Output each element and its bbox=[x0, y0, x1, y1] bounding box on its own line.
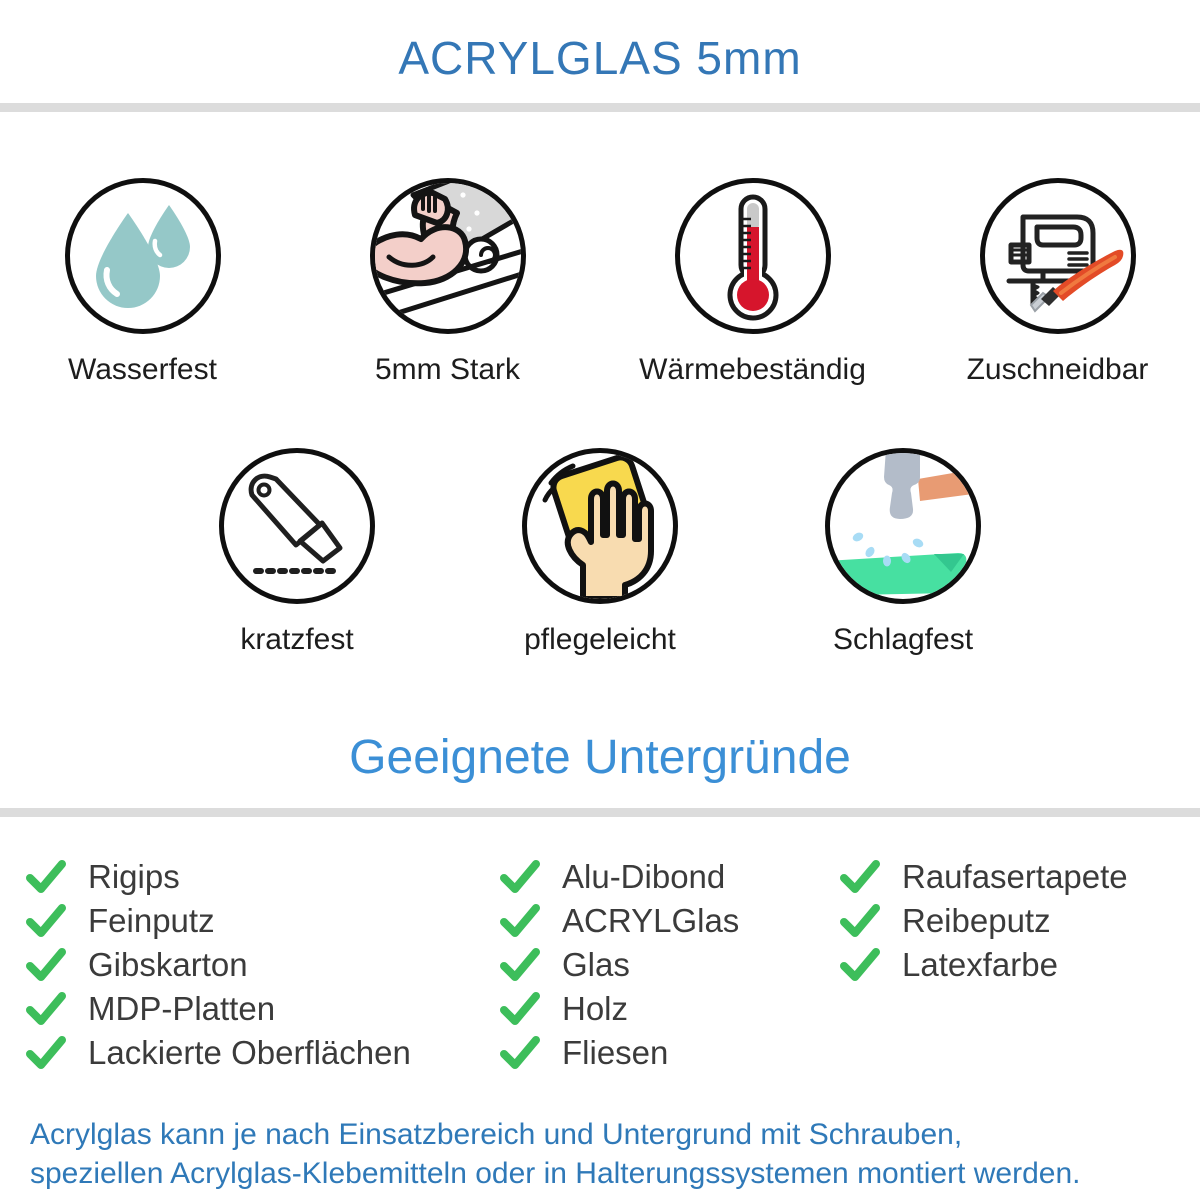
check-icon bbox=[840, 860, 880, 894]
list-item bbox=[840, 903, 1200, 938]
feature-wasserfest bbox=[65, 178, 221, 388]
feature-waermebestaendig bbox=[639, 178, 866, 388]
check-icon bbox=[500, 860, 540, 894]
check-icon bbox=[500, 904, 540, 938]
surface-label: Holz bbox=[562, 989, 629, 1027]
list-item bbox=[500, 1035, 840, 1070]
list-item bbox=[500, 947, 840, 982]
check-icon bbox=[840, 904, 880, 938]
check-icon bbox=[26, 904, 66, 938]
surface-label: MDP-Platten bbox=[88, 989, 276, 1027]
feature-kratzfest bbox=[219, 448, 375, 658]
footer-line-1: Acrylglas kann je nach Einsatzbereich und Untergrund mit Schrauben, bbox=[30, 1118, 963, 1151]
feature-label: Wasserfest bbox=[68, 353, 217, 386]
surface-label: Feinputz bbox=[88, 901, 215, 939]
surface-label: Latexfarbe bbox=[902, 945, 1058, 983]
feature-pflegeleicht bbox=[522, 448, 678, 658]
feature-label: kratzfest bbox=[240, 623, 354, 656]
wiping-hand-icon bbox=[522, 448, 678, 604]
jigsaw-knife-icon bbox=[980, 178, 1136, 334]
surface-label: Fliesen bbox=[562, 1033, 669, 1071]
list-item bbox=[840, 859, 1200, 894]
utility-knife-icon bbox=[219, 448, 375, 604]
feature-row-1 bbox=[0, 178, 1200, 388]
list-item bbox=[500, 859, 840, 894]
surface-label: Glas bbox=[562, 945, 630, 983]
feature-label: 5mm Stark bbox=[374, 353, 521, 386]
surfaces-column-1 bbox=[26, 859, 500, 1079]
list-item bbox=[500, 903, 840, 938]
list-item bbox=[840, 947, 1200, 982]
feature-row-2 bbox=[0, 448, 1200, 658]
surface-label: Lackierte Oberflächen bbox=[88, 1033, 411, 1071]
surface-label: ACRYLGlas bbox=[562, 901, 740, 939]
page-title: ACRYLGLAS 5mm bbox=[398, 32, 802, 84]
check-icon bbox=[26, 992, 66, 1026]
feature-schlagfest bbox=[825, 448, 981, 658]
surface-label: Alu-Dibond bbox=[562, 857, 726, 895]
check-icon bbox=[500, 1036, 540, 1070]
surface-label: Reibeputz bbox=[902, 901, 1051, 939]
section-title-untergruende: Geeignete Untergründe bbox=[349, 731, 851, 784]
water-drops-icon bbox=[65, 178, 221, 334]
divider-top bbox=[0, 103, 1200, 112]
surfaces-column-3 bbox=[840, 859, 1200, 1079]
thermometer-icon bbox=[675, 178, 831, 334]
check-icon bbox=[26, 1036, 66, 1070]
list-item bbox=[26, 947, 500, 982]
footer-line-2: speziellen Acrylglas-Klebemitteln oder in Halterungssystemen montiert werden. bbox=[30, 1157, 1081, 1190]
check-icon bbox=[26, 860, 66, 894]
list-item bbox=[500, 991, 840, 1026]
divider-middle bbox=[0, 808, 1200, 817]
feature-label: Wärmebeständig bbox=[639, 353, 866, 386]
surface-label: Gibskarton bbox=[88, 945, 248, 983]
feature-label: pflegeleicht bbox=[524, 623, 676, 656]
surfaces-column-2 bbox=[500, 859, 840, 1079]
surface-label: Raufasertapete bbox=[902, 857, 1128, 895]
list-item bbox=[26, 859, 500, 894]
check-icon bbox=[500, 948, 540, 982]
flexed-bicep-icon bbox=[370, 178, 526, 334]
feature-zuschneidbar bbox=[966, 178, 1149, 388]
list-item bbox=[26, 991, 500, 1026]
list-item bbox=[26, 1035, 500, 1070]
surface-label: Rigips bbox=[88, 857, 180, 895]
check-icon bbox=[840, 948, 880, 982]
check-icon bbox=[500, 992, 540, 1026]
feature-label: Zuschneidbar bbox=[966, 353, 1149, 386]
check-icon bbox=[26, 948, 66, 982]
footer-note bbox=[0, 1115, 1200, 1193]
feature-label: Schlagfest bbox=[832, 623, 974, 656]
list-item bbox=[26, 903, 500, 938]
feature-5mm-stark bbox=[370, 178, 526, 388]
surfaces-list bbox=[0, 859, 1200, 1079]
hammer-impact-icon bbox=[825, 448, 981, 604]
